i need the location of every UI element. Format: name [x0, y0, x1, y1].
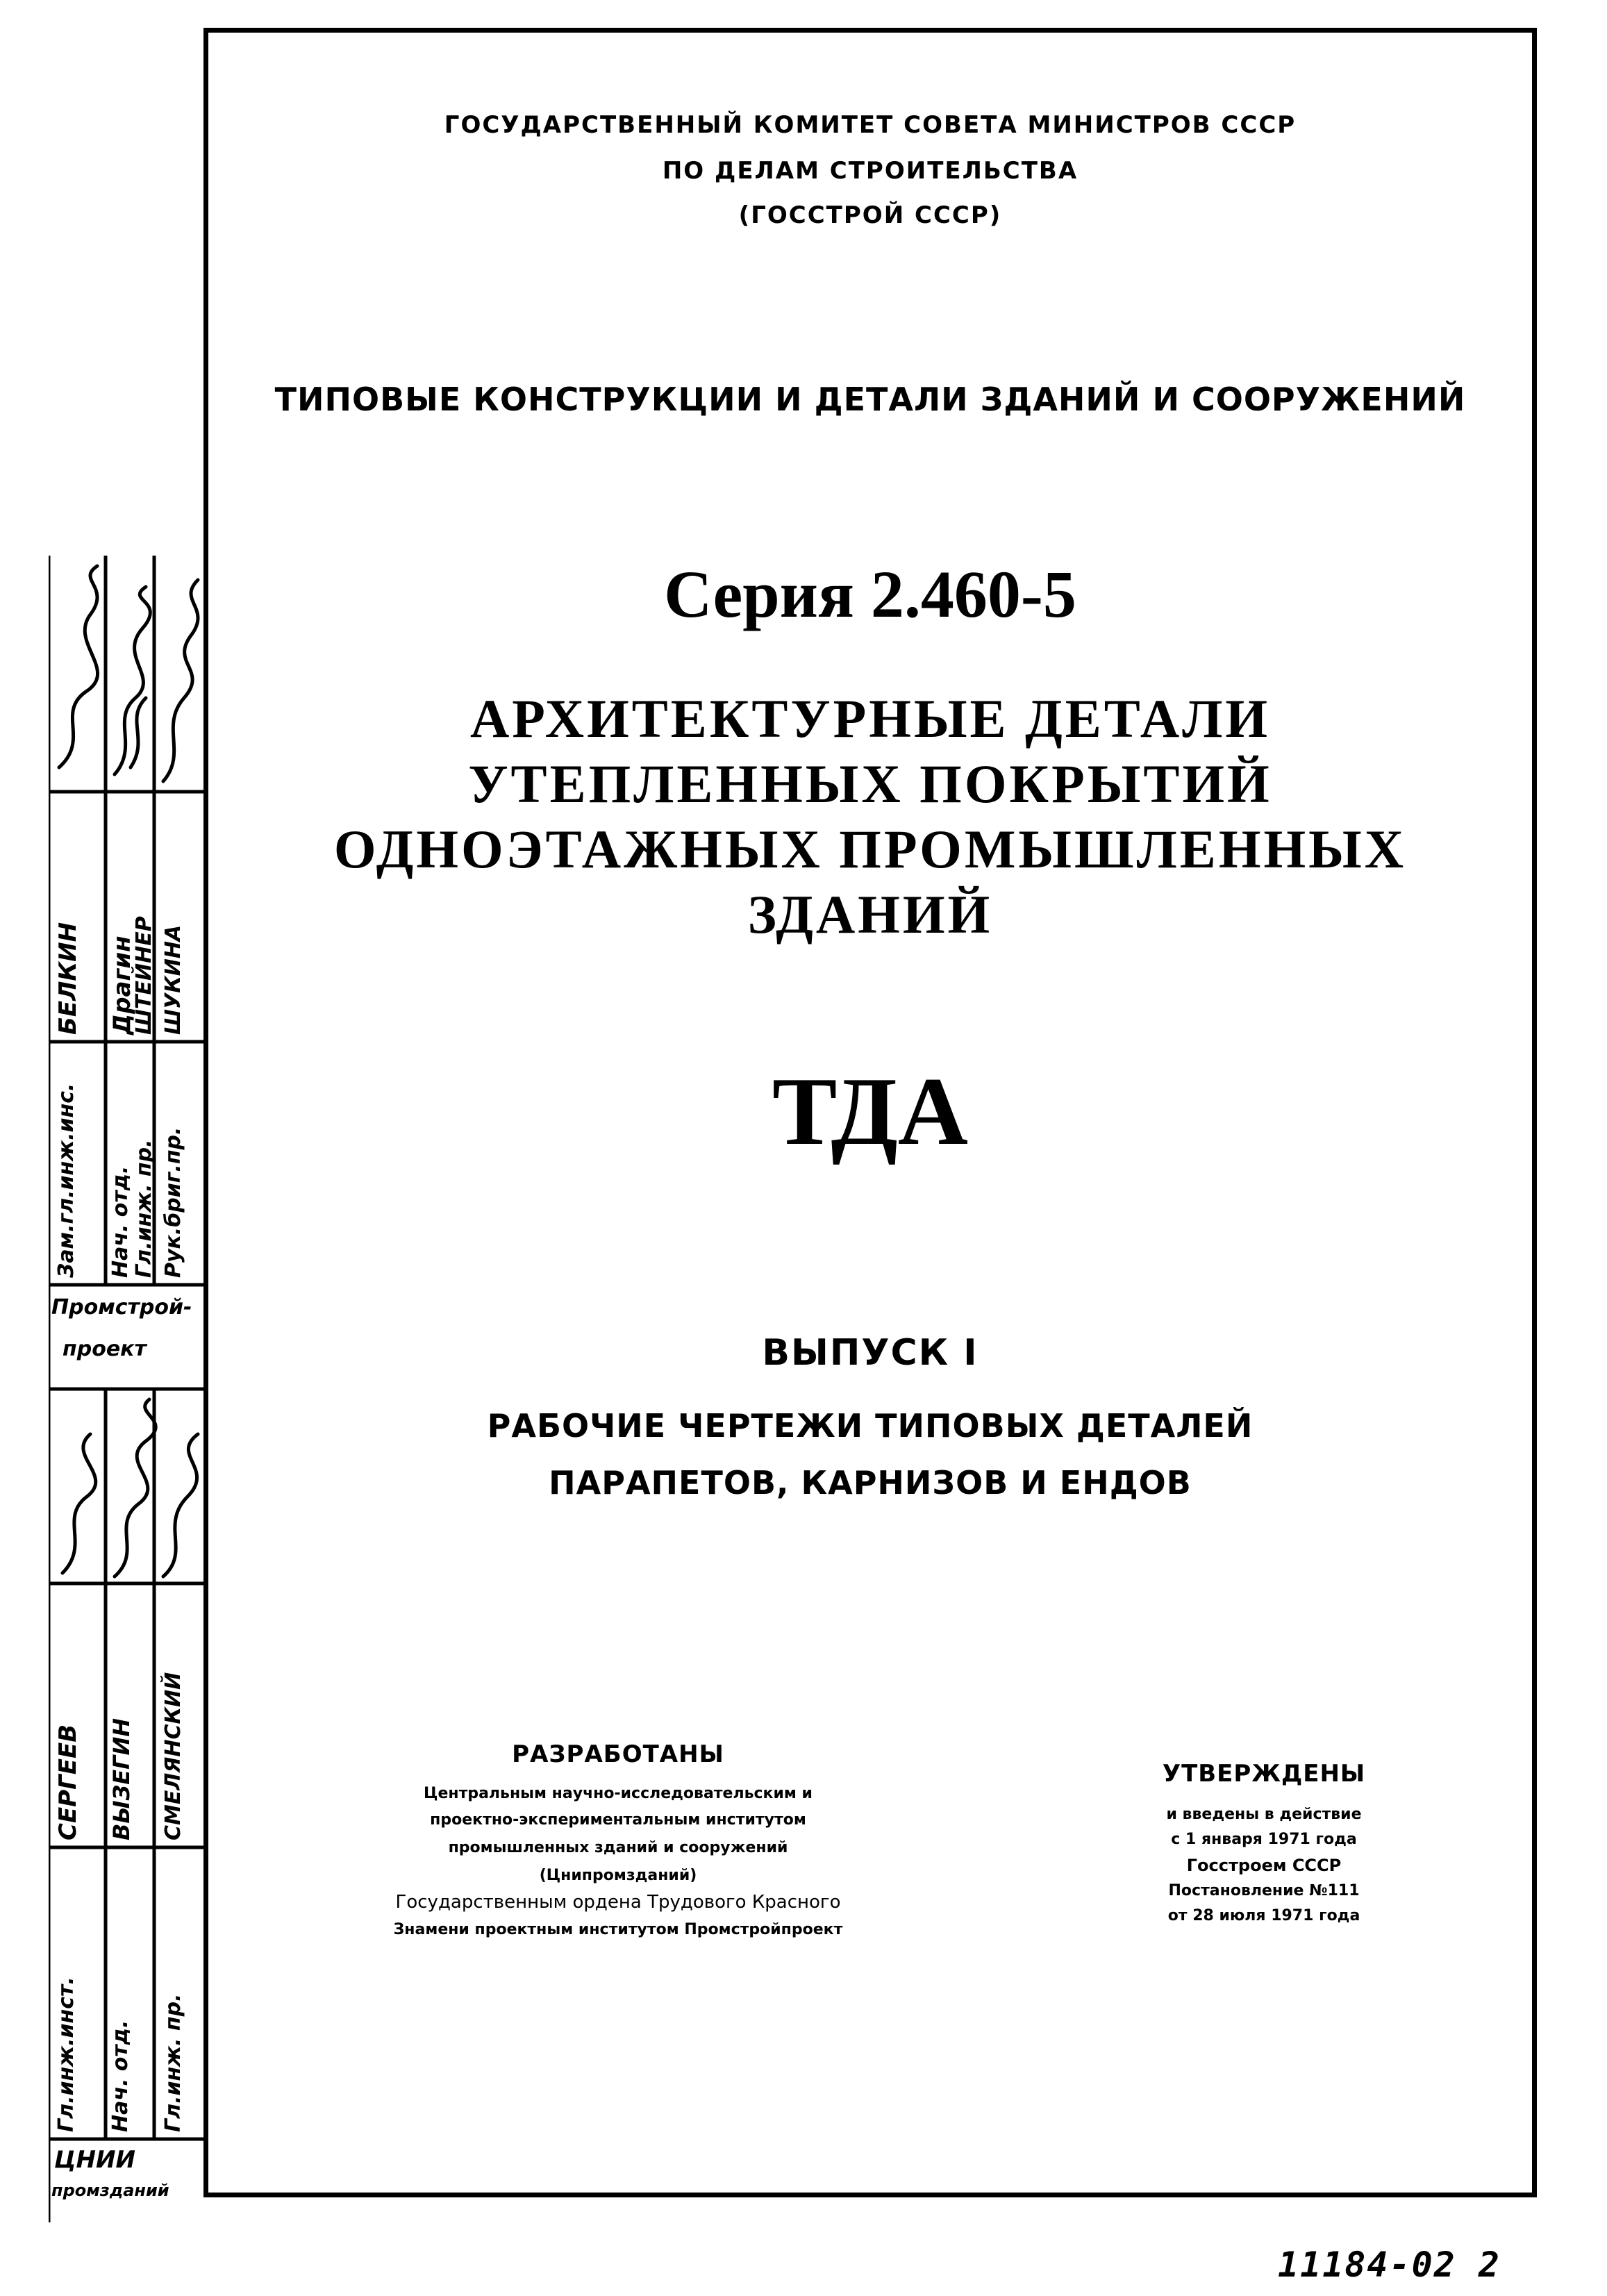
stamp-org-2: ЦНИИ	[54, 2146, 135, 2174]
developed-line-6: Знамени проектным институтом Промстройпроект	[393, 1921, 843, 1938]
stamp-role-1: Зам.гл.инж.инс.	[54, 1083, 78, 1278]
stamp-name-6: ВЫЗЕГИН	[108, 1717, 135, 1840]
stamp-role-4: Рук.бриг.пр.	[161, 1126, 185, 1278]
stamp-name-1: БЕЛКИН	[54, 922, 82, 1035]
stamp-org-2b: промзданий	[51, 2181, 169, 2200]
stamp-name-2: Драгин	[108, 935, 136, 1035]
stamp-signatures-2	[49, 1392, 203, 1580]
collection-title: ТИПОВЫЕ КОНСТРУКЦИИ И ДЕТАЛИ ЗДАНИЙ И СООРУЖЕНИЙ	[274, 381, 1466, 418]
title-line-3: ОДНОЭТАЖНЫХ ПРОМЫШЛЕННЫХ	[333, 819, 1407, 879]
ministry-line-3: (ГОССТРОЙ СССР)	[738, 201, 1002, 229]
developed-line-1: Центральным научно-исследовательским и	[424, 1785, 813, 1802]
stamp-role-2: Нач. отд.	[108, 1165, 133, 1278]
stamp-role-5: Гл.инж.инст.	[54, 1977, 78, 2132]
stamp-name-7: СМЕЛЯНСКИЙ	[161, 1672, 185, 1840]
stamp-role-6: Нач. отд.	[108, 2020, 133, 2132]
developed-line-3: промышленных зданий и сооружений	[448, 1839, 788, 1856]
stamp-name-5: СЕРГЕЕВ	[54, 1724, 82, 1840]
stamp-grid	[49, 556, 203, 2222]
developed-line-2: проектно-экспериментальным институтом	[430, 1811, 806, 1829]
document-number: 11184-02 2	[1278, 2245, 1501, 2285]
stamp-role-3: Гл.инж. пр.	[132, 1139, 156, 1278]
title-line-2: УТЕПЛЕННЫХ ПОКРЫТИЙ	[468, 754, 1272, 814]
developed-heading: РАЗРАБОТАНЫ	[512, 1740, 724, 1768]
title-line-1: АРХИТЕКТУРНЫЕ ДЕТАЛИ	[469, 688, 1271, 749]
developed-line-4: (Цнипромзданий)	[539, 1867, 697, 1884]
approved-line-3: Госстроем СССР	[1186, 1856, 1342, 1875]
stamp-org-1b: проект	[63, 1337, 147, 1361]
subtitle-line-1: РАБОЧИЕ ЧЕРТЕЖИ ТИПОВЫХ ДЕТАЛЕЙ	[487, 1407, 1254, 1445]
approval-stamp	[49, 556, 203, 2222]
stamp-role-7: Гл.инж. пр.	[161, 1993, 185, 2132]
approved-line-4: Постановление №111	[1168, 1882, 1360, 1899]
ministry-line-2: ПО ДЕЛАМ СТРОИТЕЛЬСТВА	[662, 157, 1079, 185]
title-line-4: ЗДАНИЙ	[747, 884, 993, 945]
approved-line-1: и введены в действие	[1166, 1806, 1362, 1823]
stamp-name-3: ШТЕЙНЕР	[132, 916, 156, 1035]
approved-line-5: от 28 июля 1971 года	[1167, 1907, 1360, 1924]
approved-line-2: с 1 января 1971 года	[1171, 1831, 1357, 1848]
series-number: Серия 2.460-5	[664, 557, 1076, 631]
developed-line-5: Государственным ордена Трудового Красного	[395, 1892, 841, 1913]
subtitle-line-2: ПАРАПЕТОВ, КАРНИЗОВ И ЕНДОВ	[549, 1464, 1192, 1501]
stamp-name-4: ШУКИНА	[161, 924, 185, 1035]
approved-heading: УТВЕРЖДЕНЫ	[1162, 1760, 1366, 1788]
ministry-line-1: ГОСУДАРСТВЕННЫЙ КОМИТЕТ СОВЕТА МИНИСТРОВ СССР	[444, 111, 1297, 139]
issue-label: ВЫПУСК I	[762, 1332, 979, 1374]
stamp-signatures-1	[49, 559, 203, 788]
document-code: ТДА	[772, 1058, 968, 1165]
stamp-org-1: Промстрой-	[51, 1295, 192, 1320]
